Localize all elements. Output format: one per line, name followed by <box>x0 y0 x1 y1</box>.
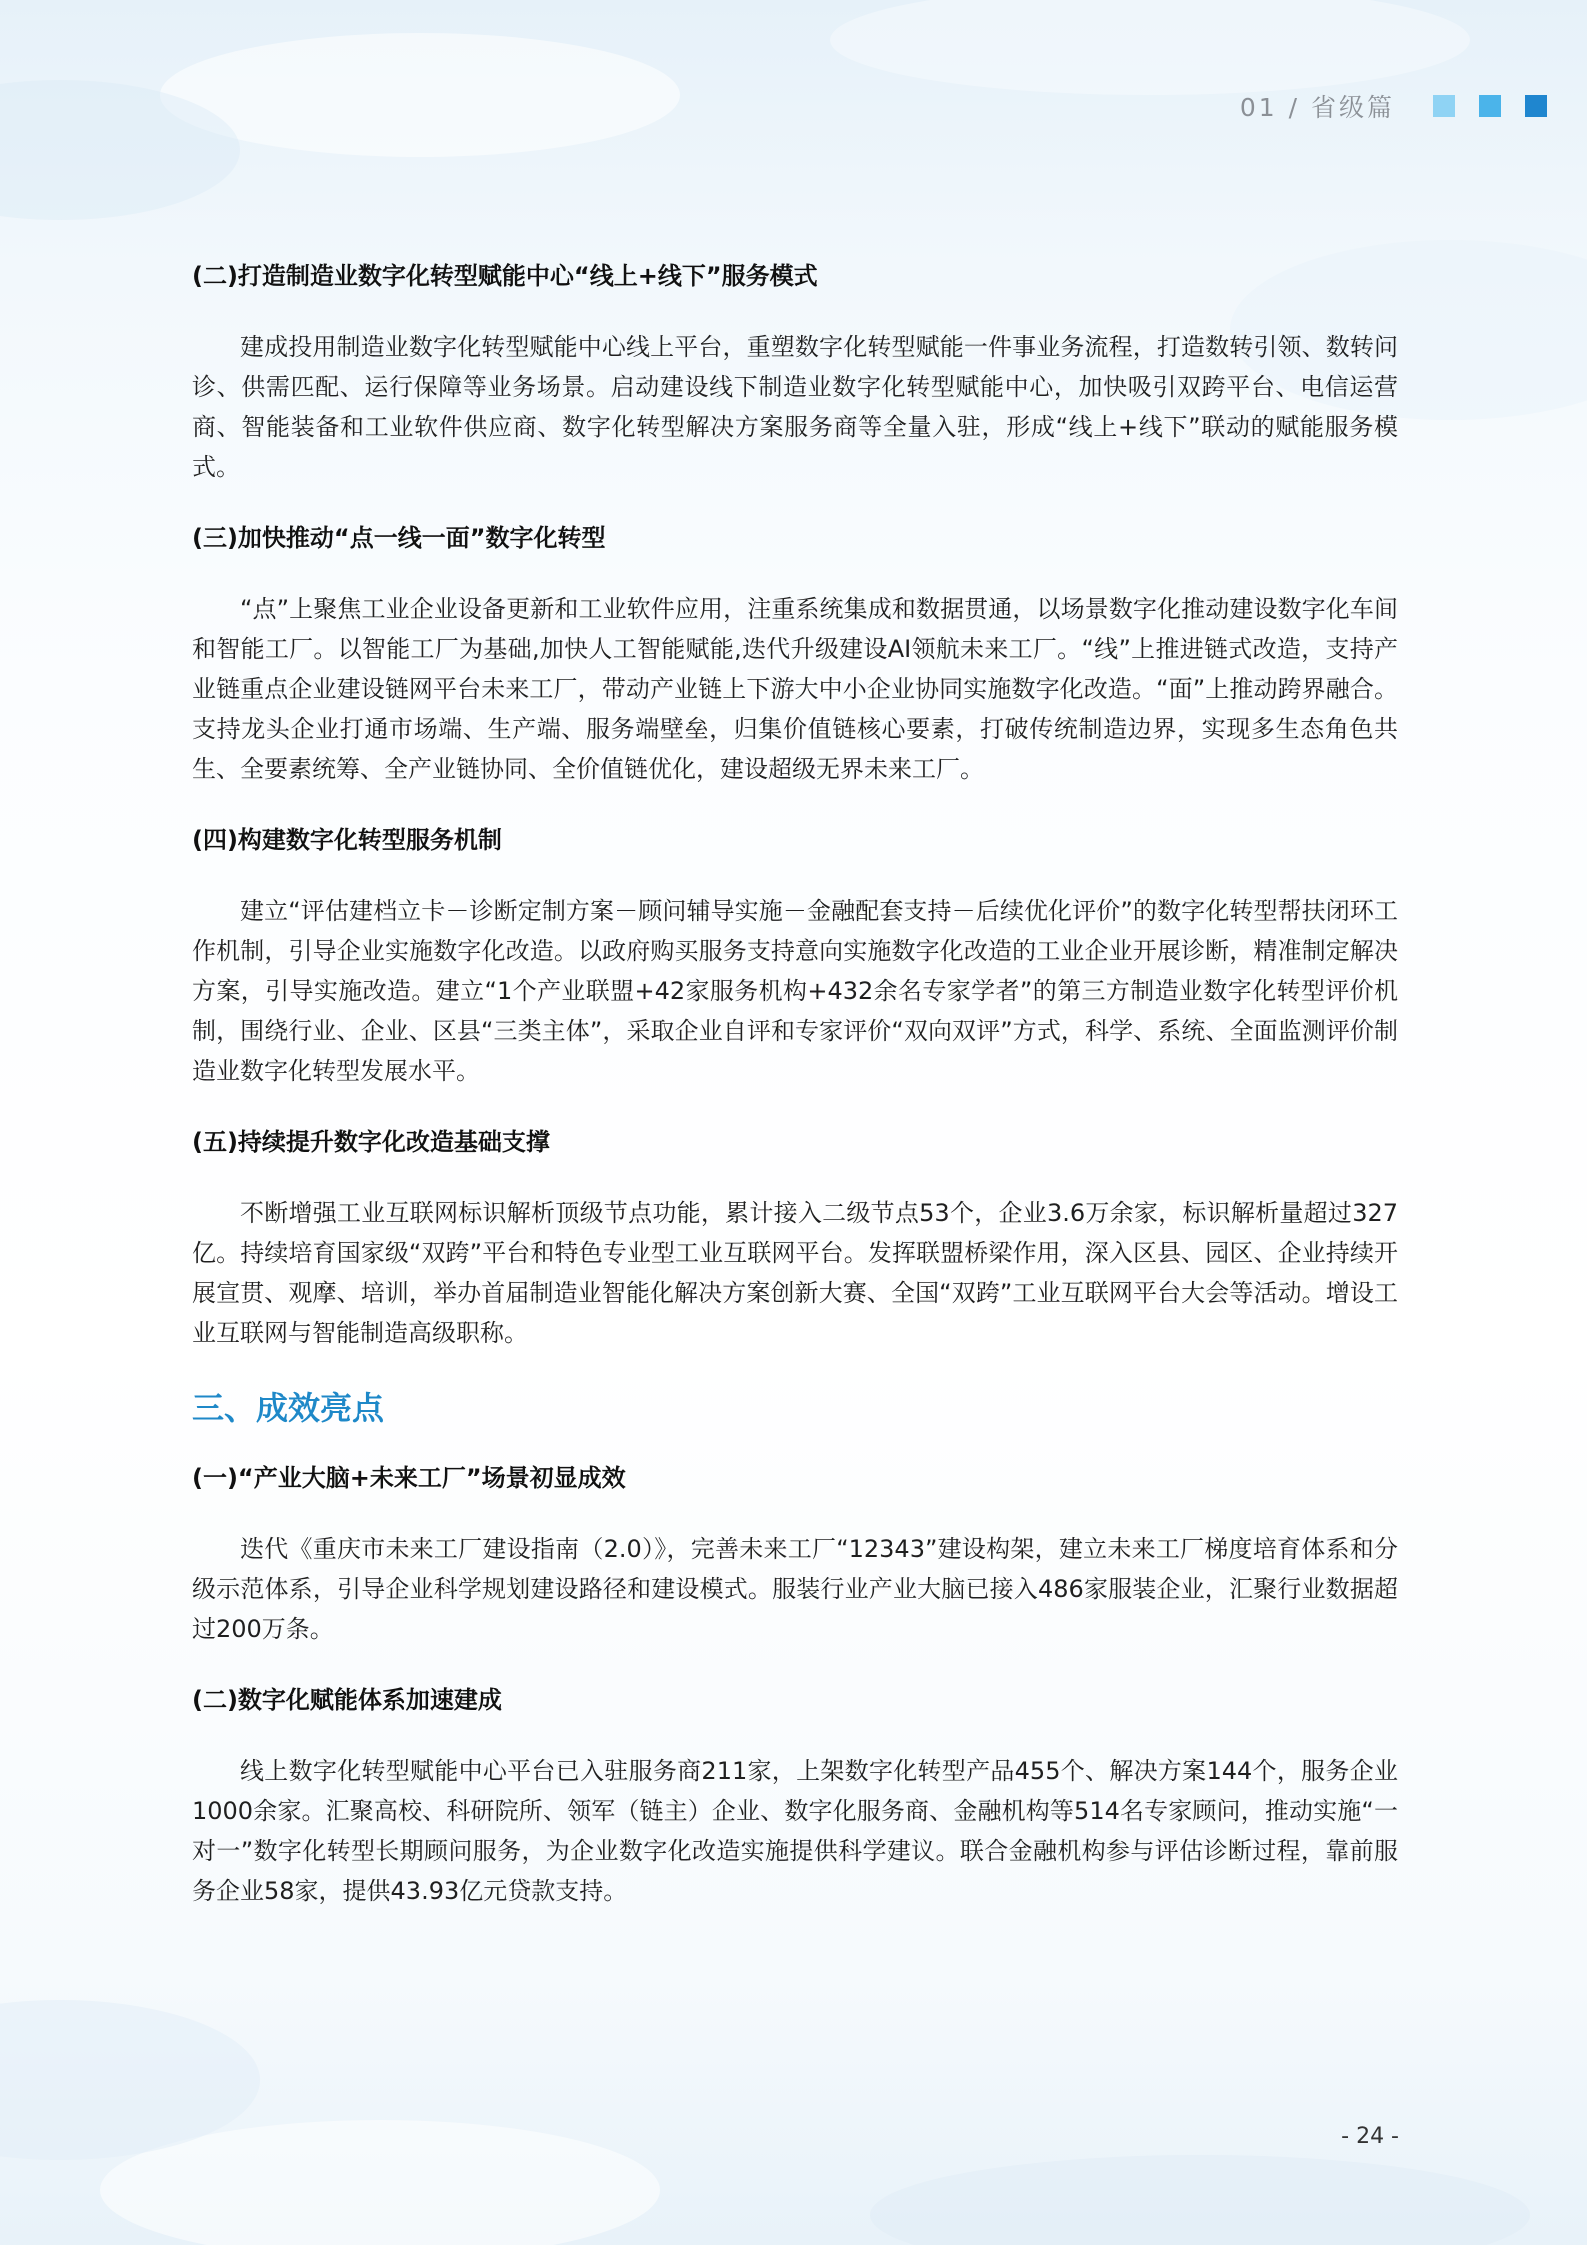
section-paragraph-5: 不断增强工业互联网标识解析顶级节点功能，累计接入二级节点53个，企业3.6万余家，标识解析量超过327亿。持续培育国家级“双跨”平台和特色专业型工业互联网平台。发挥联盟桥梁作用，深入区县、园区、企业持续开展宣贯、观摩、培训，举办首届制造业智能化解决方案创新大赛、全国“双跨”工业互联网平台大会等活动。增设工业互联网与智能制造高级职称。 <box>192 1199 1398 1347</box>
page-number: - 24 - <box>1341 2124 1399 2149</box>
section-paragraph-3: “点”上聚焦工业企业设备更新和工业软件应用，注重系统集成和数据贯通，以场景数字化推动建设数字化车间和智能工厂。以智能工厂为基础,加快人工智能赋能,迭代升级建设AI领航未来工厂。“线”上推进链式改造，支持产业链重点企业建设链网平台未来工厂，带动产业链上下游大中小企业协同实施数字化改造。“面”上推动跨界融合。支持龙头企业打通市场端、生产端、服务端壁垒，归集价值链核心要素，打破传统制造边界，实现多生态角色共生、全要素统筹、全产业链协同、全价值链优化，建设超级无界未来工厂。 <box>192 595 1398 783</box>
document-body <box>192 256 1398 1942</box>
accent-square-medium <box>1479 95 1501 117</box>
result-heading-1: (一)“产业大脑+未来工厂”场景初显成效 <box>192 1464 626 1492</box>
section-heading-5: (五)持续提升数字化改造基础支撑 <box>192 1128 550 1156</box>
section-paragraph-2: 建成投用制造业数字化转型赋能中心线上平台，重塑数字化转型赋能一件事业务流程，打造数转引领、数转问诊、供需匹配、运行保障等业务场景。启动建设线下制造业数字化转型赋能中心，加快吸引双跨平台、电信运营商、智能装备和工业软件供应商、数字化转型解决方案服务商等全量入驻，形成“线上+线下”联动的赋能服务模式。 <box>192 333 1398 481</box>
result-paragraph-1: 迭代《重庆市未来工厂建设指南（2.0）》，完善未来工厂“12343”建设构架，建立未来工厂梯度培育体系和分级示范体系，引导企业科学规划建设路径和建设模式。服装行业产业大脑已接入486家服装企业，汇聚行业数据超过200万条。 <box>192 1535 1398 1643</box>
section-heading-2: (二)打造制造业数字化转型赋能中心“线上+线下”服务模式 <box>192 262 818 290</box>
section-label: 01 / 省级篇 <box>1239 93 1395 122</box>
accent-square-dark <box>1525 95 1547 117</box>
result-heading-2: (二)数字化赋能体系加速建成 <box>192 1686 502 1714</box>
page-header <box>1240 88 1547 124</box>
accent-square-light <box>1433 95 1455 117</box>
section-paragraph-4: 建立“评估建档立卡－诊断定制方案－顾问辅导实施－金融配套支持－后续优化评价”的数字化转型帮扶闭环工作机制，引导企业实施数字化改造。以政府购买服务支持意向实施数字化改造的工业企业开展诊断，精准制定解决方案，引导实施改造。建立“1个产业联盟+42家服务机构+432余名专家学者”的第三方制造业数字化转型评价机制，围绕行业、企业、区县“三类主体”，采取企业自评和专家评价“双向双评”方式，科学、系统、全面监测评价制造业数字化转型发展水平。 <box>192 897 1398 1085</box>
result-paragraph-2: 线上数字化转型赋能中心平台已入驻服务商211家，上架数字化转型产品455个、解决方案144个，服务企业1000余家。汇聚高校、科研院所、领军（链主）企业、数字化服务商、金融机构等514名专家顾问，推动实施“一对一”数字化转型长期顾问服务，为企业数字化改造实施提供科学建议。联合金融机构参与评估诊断过程，靠前服务企业58家，提供43.93亿元贷款支持。 <box>192 1757 1398 1905</box>
part-heading-results: 三、成效亮点 <box>192 1389 385 1427</box>
section-heading-3: (三)加快推动“点一线一面”数字化转型 <box>192 524 606 552</box>
section-heading-4: (四)构建数字化转型服务机制 <box>192 826 502 854</box>
